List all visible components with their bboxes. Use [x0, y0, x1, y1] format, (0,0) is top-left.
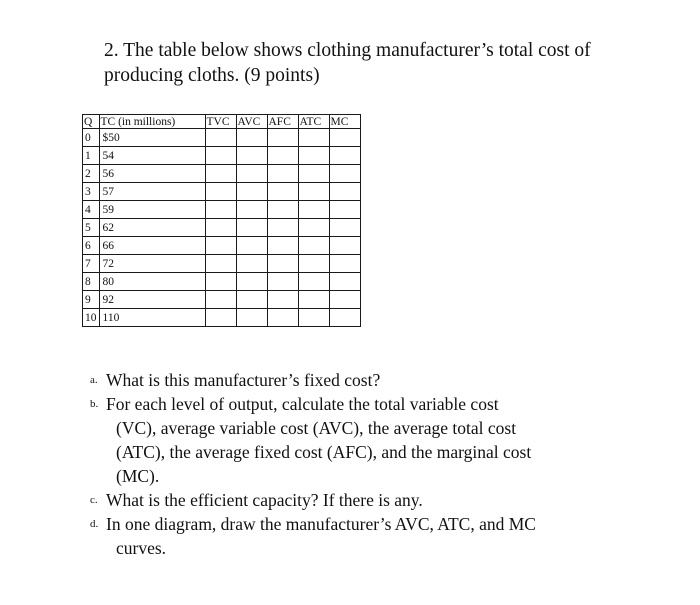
cell-empty-atc [298, 129, 329, 147]
cell-empty-afc [267, 201, 298, 219]
cell-empty-tvc [205, 183, 236, 201]
question-item [90, 488, 650, 512]
question-item [90, 512, 650, 560]
cost-table [82, 114, 361, 327]
cell-empty-tvc [205, 165, 236, 183]
question-text-line: What is this manufacturer’s fixed cost? [106, 370, 381, 390]
cell-empty-mc [329, 291, 360, 309]
cell-quantity: 3 [83, 183, 100, 201]
cell-empty-avc [236, 291, 267, 309]
cell-empty-atc [298, 201, 329, 219]
cell-empty-tvc [205, 129, 236, 147]
question-heading [104, 38, 664, 88]
cell-empty-afc [267, 183, 298, 201]
question-marker: b. [90, 398, 99, 410]
cell-empty-atc [298, 273, 329, 291]
cell-empty-atc [298, 291, 329, 309]
cell-empty-tvc [205, 291, 236, 309]
cell-empty-atc [298, 147, 329, 165]
cell-total-cost: 56 [99, 165, 205, 183]
cell-empty-afc [267, 291, 298, 309]
cell-empty-atc [298, 255, 329, 273]
header-tvc: TVC [205, 115, 236, 129]
cell-total-cost: $50 [99, 129, 205, 147]
cell-empty-afc [267, 219, 298, 237]
cell-empty-atc [298, 309, 329, 327]
question-list [90, 368, 650, 560]
question-text-line: (MC). [116, 466, 160, 486]
header-avc: AVC [236, 115, 267, 129]
cell-empty-mc [329, 201, 360, 219]
cell-empty-tvc [205, 201, 236, 219]
cell-empty-atc [298, 183, 329, 201]
cell-empty-mc [329, 309, 360, 327]
cell-empty-tvc [205, 273, 236, 291]
cell-quantity: 2 [83, 165, 100, 183]
table-row [83, 183, 361, 201]
cell-quantity: 7 [83, 255, 100, 273]
cell-empty-mc [329, 273, 360, 291]
cell-total-cost: 66 [99, 237, 205, 255]
cell-empty-tvc [205, 219, 236, 237]
cell-empty-tvc [205, 309, 236, 327]
cell-quantity: 8 [83, 273, 100, 291]
cell-empty-afc [267, 129, 298, 147]
cell-empty-avc [236, 237, 267, 255]
question-text-line: curves. [116, 538, 167, 558]
cell-empty-avc [236, 129, 267, 147]
cell-empty-tvc [205, 237, 236, 255]
cell-quantity: 10 [83, 309, 100, 327]
table-row [83, 129, 361, 147]
cell-total-cost: 72 [99, 255, 205, 273]
cell-quantity: 1 [83, 147, 100, 165]
question-text-line: (ATC), the average fixed cost (AFC), and the marginal cost [116, 442, 532, 462]
cell-empty-atc [298, 165, 329, 183]
cell-empty-tvc [205, 255, 236, 273]
table-row [83, 201, 361, 219]
cell-empty-mc [329, 165, 360, 183]
cell-quantity: 9 [83, 291, 100, 309]
cell-quantity: 6 [83, 237, 100, 255]
cell-empty-avc [236, 183, 267, 201]
cell-total-cost: 80 [99, 273, 205, 291]
header-afc: AFC [267, 115, 298, 129]
cell-empty-afc [267, 165, 298, 183]
table-body [83, 129, 361, 327]
cell-total-cost: 54 [99, 147, 205, 165]
table-row [83, 291, 361, 309]
cell-empty-avc [236, 219, 267, 237]
cell-empty-avc [236, 201, 267, 219]
cell-total-cost: 62 [99, 219, 205, 237]
table-row [83, 255, 361, 273]
table-row [83, 237, 361, 255]
cell-quantity: 5 [83, 219, 100, 237]
cell-empty-mc [329, 255, 360, 273]
question-marker: a. [90, 374, 98, 386]
cell-empty-afc [267, 309, 298, 327]
cell-empty-avc [236, 255, 267, 273]
question-text-line: (VC), average variable cost (AVC), the average total cost [116, 418, 517, 438]
cell-empty-mc [329, 183, 360, 201]
cell-empty-afc [267, 255, 298, 273]
cell-empty-afc [267, 273, 298, 291]
header-tc: TC (in millions) [99, 115, 205, 129]
cell-empty-avc [236, 309, 267, 327]
cell-empty-mc [329, 147, 360, 165]
question-text-line: In one diagram, draw the manufacturer’s AVC, ATC, and MC [106, 514, 536, 534]
cell-empty-atc [298, 237, 329, 255]
question-text-line: What is the efficient capacity? If there is any. [106, 490, 423, 510]
cell-total-cost: 59 [99, 201, 205, 219]
table-header-row [83, 115, 361, 129]
cell-empty-avc [236, 165, 267, 183]
heading-line-2: producing cloths. (9 points) [104, 65, 320, 86]
question-marker: c. [90, 494, 98, 506]
cell-empty-avc [236, 147, 267, 165]
cell-empty-tvc [205, 147, 236, 165]
cell-empty-afc [267, 147, 298, 165]
table-row [83, 165, 361, 183]
table-row [83, 273, 361, 291]
cell-empty-mc [329, 129, 360, 147]
cell-quantity: 4 [83, 201, 100, 219]
cell-empty-avc [236, 273, 267, 291]
cell-total-cost: 110 [99, 309, 205, 327]
table-row [83, 309, 361, 327]
table-row [83, 147, 361, 165]
question-text-line: For each level of output, calculate the total variable cost [106, 394, 499, 414]
question-marker: d. [90, 518, 99, 530]
heading-line-1: 2. The table below shows clothing manufacturer’s total cost of [104, 40, 591, 61]
cell-empty-afc [267, 237, 298, 255]
header-atc: ATC [298, 115, 329, 129]
header-mc: MC [329, 115, 360, 129]
cell-total-cost: 57 [99, 183, 205, 201]
table-row [83, 219, 361, 237]
cell-empty-atc [298, 219, 329, 237]
cell-total-cost: 92 [99, 291, 205, 309]
cell-empty-mc [329, 219, 360, 237]
header-q: Q [83, 115, 100, 129]
cell-empty-mc [329, 237, 360, 255]
cell-quantity: 0 [83, 129, 100, 147]
question-item [90, 392, 650, 488]
question-item [90, 368, 650, 392]
